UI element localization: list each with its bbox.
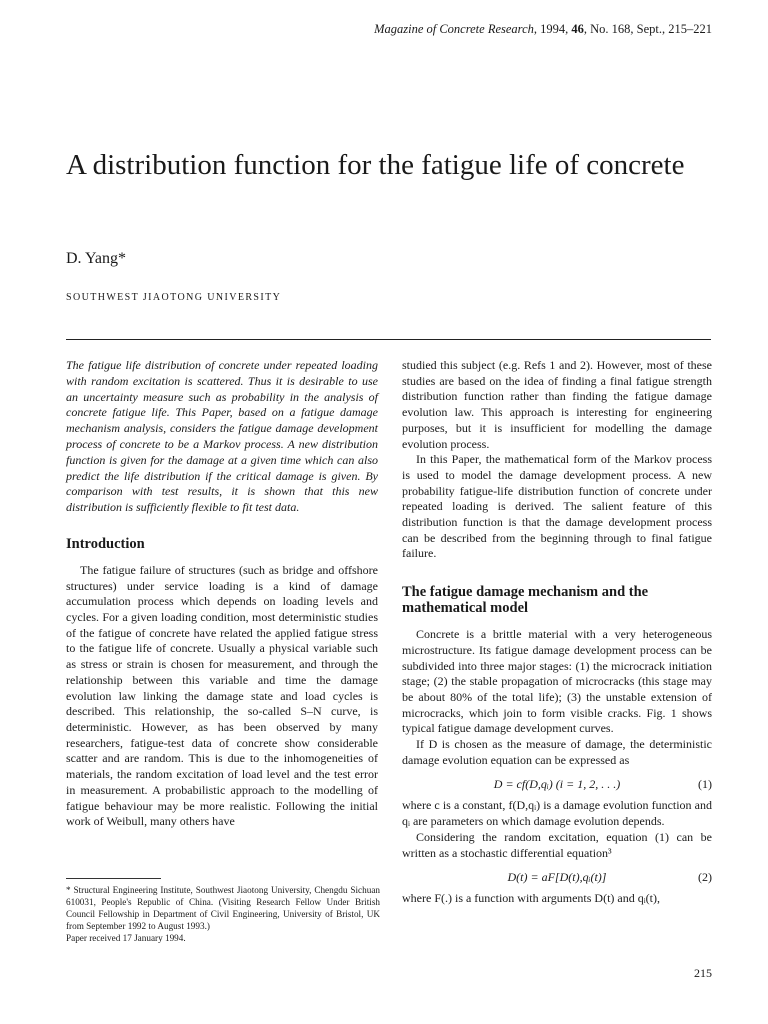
header-divider	[66, 339, 711, 340]
intro-paragraph-2: studied this subject (e.g. Refs 1 and 2). However, most of these studies are based on the idea of finding a final fatigue strength distribution function rather than finding the fatigue damage evolution law. This approach is interesting for engineering purposes, but it is insufficient for modelling the damage evolution process.	[402, 358, 712, 451]
citation-year: , 1994,	[533, 22, 572, 36]
received-date: Paper received 17 January 1994.	[66, 933, 186, 943]
mechanism-paragraph-1: Concrete is a brittle material with a very heterogeneous microstructure. Its fatigue damage development process can be subdivided into three major stages: (1) the microcrack initiation stage; (2) the stable propagation of microcracks (this stage may be about 80% of the total life); (3) the unstable extension of microcracks, which join to form visible cracks. Fig. 1 shows typical fatigue damage development curves.	[402, 627, 712, 736]
mechanism-paragraph-2: If D is chosen as the measure of damage, the deterministic damage evolution equation can be expressed as	[402, 737, 712, 767]
journal-name: Magazine of Concrete Research	[374, 22, 534, 36]
intro-paragraph-1: The fatigue failure of structures (such as bridge and offshore structures) under service loading is a kind of damage accumulation process which depends on loading levels and cycles. For a given loading condition, most deterministic studies of the fatigue of concrete have related the applied fatigue stress to the fatigue life of concrete. Usually a physical variable such as stress or strain is chosen for measurement, and through the relationship between this variable and time the damage evolution law linking the damage state and load cycles is described. This relationship, the so-called S–N curve, is deterministic. However, as has been observed by many researchers, fatigue-test data of concrete show considerable scatter and are random. This is due to the inhomogeneities of materials, the random excitation of load level and the test error in measurement. A probabilistic approach to the modelling of fatigue behaviour may be more realistic. Following the initial work of Weibull, many others have	[66, 562, 378, 829]
journal-citation	[374, 22, 712, 37]
left-column	[66, 358, 378, 830]
mechanism-paragraph-3: where c is a constant, f(D,qᵢ) is a damage evolution function and qᵢ are parameters on which damage evolution depends.	[402, 798, 712, 829]
equation-1-number: (1)	[698, 777, 712, 792]
equation-2-number: (2)	[698, 870, 712, 885]
footnote-divider	[66, 878, 161, 879]
issue-pages: , No. 168, Sept., 215–221	[583, 22, 712, 36]
intro-paragraph-3: In this Paper, the mathematical form of the Markov process is used to model the damage development process. A new probability fatigue-life distribution function of concrete under repeated loading is derived. The salient feature of this distribution function is that the damage development process can be described from the beginning through to final fatigue failure.	[402, 452, 712, 561]
mechanism-paragraph-4: Considering the random excitation, equation (1) can be written as a stochastic differential equation³	[402, 829, 712, 860]
paper-title: A distribution function for the fatigue life of concrete	[66, 149, 685, 181]
equation-1-expression: D = cf(D,qᵢ) (i = 1, 2, . . .)	[493, 777, 621, 792]
equation-2-expression: D(t) = aF[D(t),qᵢ(t)]	[507, 870, 607, 885]
volume-number: 46	[571, 22, 584, 36]
footnote-affiliation: * Structural Engineering Institute, Southwest Jiaotong University, Chengdu Sichuan 610031, People's Republic of China. (Visiting Research Fellow Under British Council Fellowship in Department of Civil Engineering, University of Bristol, UK from September 1992 to August 1993.)	[66, 885, 380, 931]
affiliation: SOUTHWEST JIAOTONG UNIVERSITY	[66, 292, 282, 303]
footnote	[66, 884, 380, 944]
mechanism-heading: The fatigue damage mechanism and the mathematical model	[402, 584, 649, 617]
equation-1	[402, 776, 712, 792]
right-column	[402, 358, 712, 907]
mechanism-paragraph-5: where F(.) is a function with arguments D(t) and qᵢ(t),	[402, 891, 661, 906]
abstract: The fatigue life distribution of concrete under repeated loading with random excitation is scattered. Thus it is desirable to use an uncertainty measure such as probability in the analysis of concrete fatigue life. This Paper, based on a fatigue damage mechanism analysis, considers the fatigue damage development process of concrete to be a Markov process. A new distribution function is given for the damage at a given time which can also predict the life distribution if the critical damage is given. By comparison with test results, it is shown that this new distribution is sufficiently flexible to fit test data.	[66, 358, 378, 515]
introduction-heading: Introduction	[66, 535, 145, 552]
author-name: D. Yang*	[66, 250, 127, 267]
equation-2	[402, 869, 712, 885]
page-number: 215	[694, 966, 712, 980]
